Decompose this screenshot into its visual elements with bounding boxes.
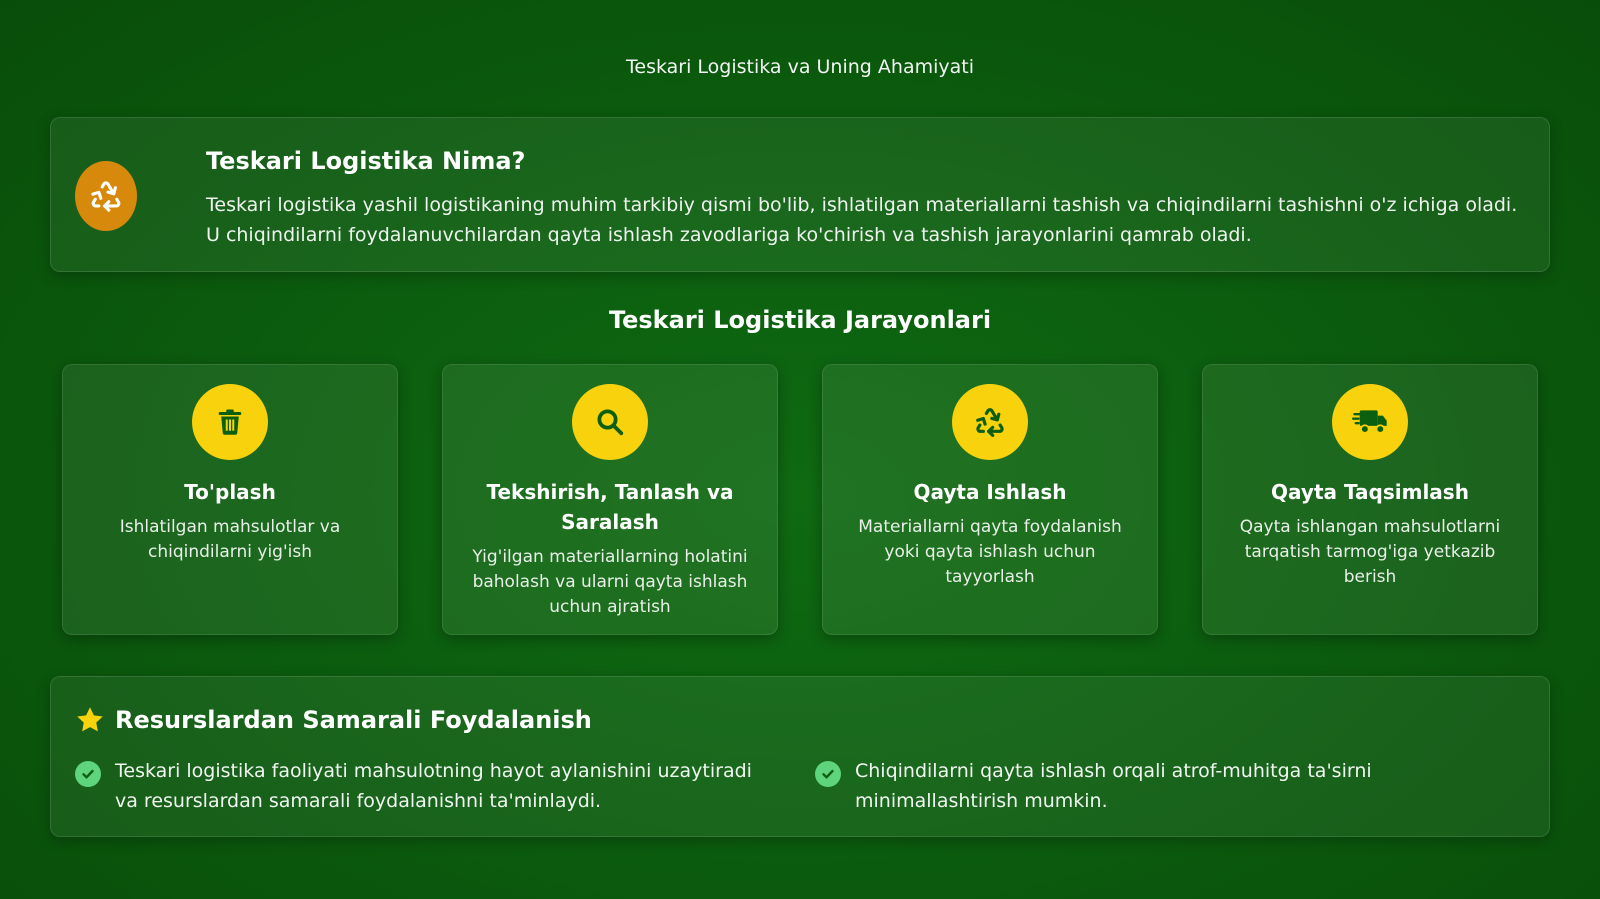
card-description: Materiallarni qayta foydalanish yoki qayta ishlash uchun tayyorlash — [858, 517, 1122, 587]
process-card-redistribute — [1202, 364, 1538, 635]
card-title: Qayta Taqsimlash — [1271, 480, 1469, 504]
card-title: Tekshirish, Tanlash va Saralash — [486, 480, 734, 534]
bullet-text: Chiqindilarni qayta ishlash orqali atrof-muhitga ta'sirni minimallashtirish mumkin. — [855, 760, 1372, 812]
intro-panel — [50, 117, 1550, 272]
summary-title: Resurslardan Samarali Foydalanish — [115, 706, 592, 734]
card-description: Qayta ishlangan mahsulotlarni tarqatish tarmog'iga yetkazib berish — [1239, 517, 1501, 587]
card-description: Ishlatilgan mahsulotlar va chiqindilarni yig'ish — [119, 517, 341, 562]
trash-icon — [192, 384, 268, 460]
recycle-icon — [75, 161, 137, 231]
intro-title: Teskari Logistika Nima? — [206, 147, 526, 175]
process-card-recycle — [822, 364, 1158, 635]
process-card-inspect — [442, 364, 778, 635]
processes-title: Teskari Logistika Jarayonlari — [608, 306, 992, 334]
summary-bullet — [815, 756, 1435, 816]
recycle-icon — [952, 384, 1028, 460]
card-description: Yig'ilgan materiallarning holatini baholash va ularni qayta ishlash uchun ajratish — [472, 547, 748, 617]
page-title: Teskari Logistika va Uning Ahamiyati — [626, 56, 974, 78]
truck-icon — [1332, 384, 1408, 460]
star-icon — [75, 705, 105, 735]
process-card-collect — [62, 364, 398, 635]
check-circle-icon — [75, 761, 101, 787]
summary-bullet — [75, 756, 775, 816]
bullet-text: Teskari logistika faoliyati mahsulotning hayot aylanishini uzaytiradi va resurslardan samarali foydalanishni ta'minlaydi. — [115, 760, 752, 812]
check-circle-icon — [815, 761, 841, 787]
card-title: Qayta Ishlash — [913, 480, 1067, 504]
intro-text: Teskari logistika yashil logistikaning muhim tarkibiy qismi bo'lib, ishlatilgan materiallarni tashish va chiqindilarni tashishni o'z ichiga oladi. U chiqindilarni foydalanuvchilardan qayta ishlash zavodlariga ko'chirish va tashish jarayonlarini qamrab oladi. — [206, 194, 1518, 246]
summary-panel — [50, 676, 1550, 837]
search-icon — [572, 384, 648, 460]
card-title: To'plash — [184, 480, 276, 504]
